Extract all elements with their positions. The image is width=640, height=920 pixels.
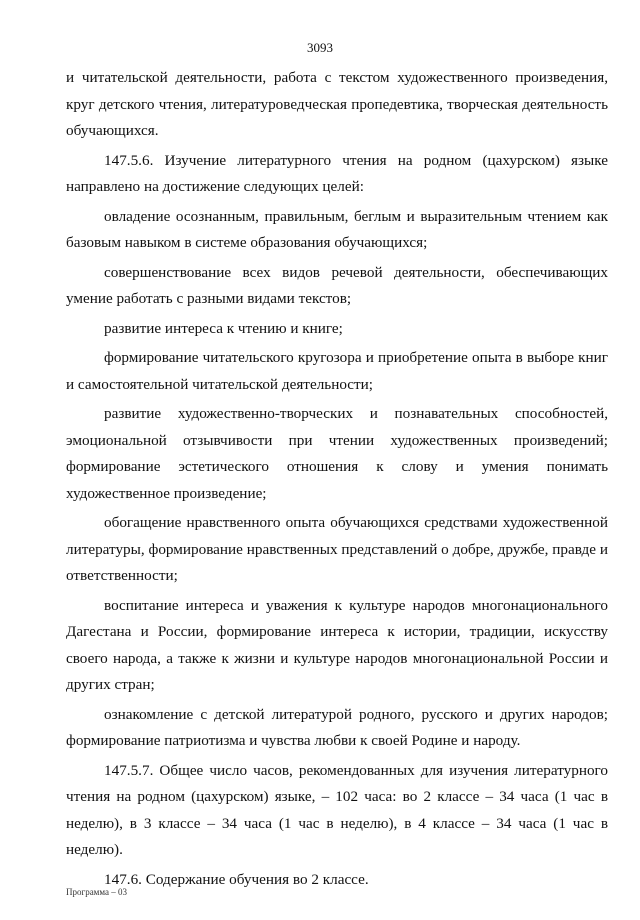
paragraph: развитие художественно-творческих и познавательных способностей, эмоциональной отзывчивости при чтении художественных произведений; формирование эстетического отношения к слову и умения понимать художественное произведение; <box>66 405 608 502</box>
paragraph: и читательской деятельности, работа с текстом художественного произведения, круг детского чтения, литературоведческая пропедевтика, творческая деятельность обучающихся. <box>66 69 608 139</box>
paragraph: 147.5.6. Изучение литературного чтения на родном (цахурском) языке направлено на достижение следующих целей: <box>66 151 608 195</box>
page-number: 3093 <box>307 40 333 55</box>
footer-label: Программа – 03 <box>66 887 128 897</box>
paragraph: совершенствование всех видов речевой деятельности, обеспечивающих умение работать с разными видами текстов; <box>66 263 608 307</box>
paragraph: развитие интереса к чтению и книге; <box>104 319 343 337</box>
document-body <box>66 65 608 896</box>
paragraph: 147.6. Содержание обучения во 2 классе. <box>104 870 369 888</box>
paragraph: овладение осознанным, правильным, беглым и выразительным чтением как базовым навыком в системе образования обучающихся; <box>66 207 608 251</box>
paragraph: обогащение нравственного опыта обучающихся средствами художественной литературы, формирование нравственных представлений о добре, дружбе, правде и ответственности; <box>66 514 608 584</box>
paragraph: ознакомление с детской литературой родного, русского и других народов; формирование патриотизма и чувства любви к своей Родине и народу. <box>66 705 608 749</box>
paragraph: формирование читательского кругозора и приобретение опыта в выборе книг и самостоятельной читательской деятельности; <box>66 349 608 393</box>
paragraph: воспитание интереса и уважения к культуре народов многонационального Дагестана и России, формирование интереса к истории, традиции, искусству своего народа, а также к жизни и культуре народов многонациональной России и других стран; <box>66 596 608 693</box>
paragraph: 147.5.7. Общее число часов, рекомендованных для изучения литературного чтения на родном (цахурском) языке, – 102 часа: во 2 классе – 34 часа (1 час в неделю), в 3 классе – 34 часа (1 час в неделю), в 4 классе – 34 часа (1 час в неделю). <box>66 761 608 858</box>
